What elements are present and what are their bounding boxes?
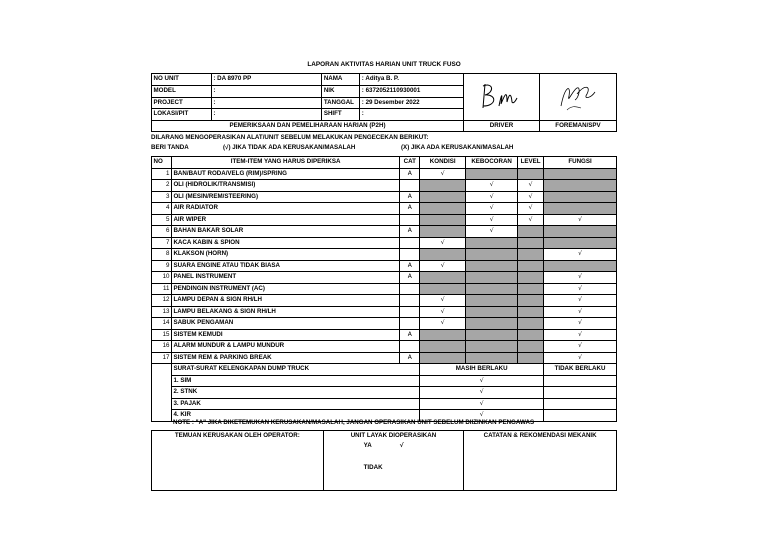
cell-kondisi: √ [420,168,466,180]
table-row [152,191,617,203]
cell-kondisi [420,272,466,284]
cell-cat: A [400,191,420,203]
model-value: : [211,86,321,98]
lokasi-label: LOKASI/PIT [152,109,212,121]
model-label: MODEL [152,86,212,98]
doc-masih-berlaku: √ [420,387,544,399]
cell-item: OLI (MESIN/REM/STEERING) [171,191,399,203]
doc-blank [152,375,172,387]
col-kondisi: KONDISI [420,157,466,169]
cell-cat [400,249,420,261]
cell-level: √ [518,214,544,226]
cell-no: 17 [152,352,172,364]
cell-no: 2 [152,180,172,192]
cell-no: 12 [152,295,172,307]
doc-masih-berlaku: √ [420,375,544,387]
cell-level [518,306,544,318]
footer-table [151,430,617,491]
cell-no: 7 [152,237,172,249]
cell-no: 3 [152,191,172,203]
cell-no: 4 [152,203,172,215]
doc-row [152,398,617,410]
foreman-label: FOREMAN/SPV [539,120,616,132]
ya-check-mark: √ [399,442,404,449]
cell-level [518,295,544,307]
cell-fungsi: √ [544,318,617,330]
cell-cat: A [400,168,420,180]
doc-blank [152,398,172,410]
table-row [152,226,617,238]
cell-level [518,260,544,272]
cell-kondisi: √ [420,318,466,330]
cell-kebocoran [466,249,518,261]
cell-kebocoran [466,295,518,307]
cell-kebocoran [466,306,518,318]
cell-kondisi [420,283,466,295]
cell-kebocoran [466,237,518,249]
cell-fungsi: √ [544,329,617,341]
cell-level [518,283,544,295]
doc-row [152,375,617,387]
cell-cat [400,214,420,226]
doc-masih-berlaku: √ [420,410,544,422]
driver-signature-box [463,74,539,121]
layak-label: UNIT LAYAK DIOPERASIKAN [350,432,437,439]
cell-item: PENDINGIN INSTRUMENT (AC) [171,283,399,295]
doc-item: 4. KIR [171,410,419,422]
warning-text: DILARANG MENGOPERASIKAN ALAT/UNIT SEBELUM MELAKUKAN PENGECEKAN BERIKUT: [151,134,429,141]
doc-item: 3. PAJAK [171,398,419,410]
doc-blank [152,410,172,422]
tidak-label: TIDAK [363,464,383,471]
cell-level [518,272,544,284]
cell-level: √ [518,203,544,215]
cell-cat [400,283,420,295]
cell-kebocoran [466,341,518,353]
cell-level [518,352,544,364]
col-fungsi: FUNGSI [544,157,617,169]
foreman-signature-icon [541,76,613,116]
cell-fungsi: √ [544,249,617,261]
catatan-box [464,431,617,491]
cell-fungsi: √ [544,272,617,284]
cell-kebocoran [466,168,518,180]
shift-value: : [360,109,464,121]
doc-tidak-berlaku [544,375,617,387]
legend-row [151,145,617,151]
cell-cat: A [400,329,420,341]
cell-fungsi: √ [544,214,617,226]
ya-label: YA [363,442,372,449]
cell-kondisi: √ [420,306,466,318]
cell-kebocoran [466,272,518,284]
cell-kebocoran [466,352,518,364]
cell-cat: A [400,203,420,215]
cell-kebocoran: √ [466,226,518,238]
col-kebocoran: KEBOCORAN [466,157,518,169]
cell-level [518,226,544,238]
docs-tidak-header: TIDAK BERLAKU [544,364,617,376]
cell-item: SISTEM REM & PARKING BREAK [171,352,399,364]
doc-row [152,387,617,399]
doc-tidak-berlaku [544,410,617,422]
cell-kondisi [420,214,466,226]
doc-item: 1. SIM [171,375,419,387]
cell-item: ALARM MUNDUR & LAMPU MUNDUR [171,341,399,353]
cell-fungsi [544,260,617,272]
cell-item: SUARA ENGINE ATAU TIDAK BIASA [171,260,399,272]
table-row [152,329,617,341]
table-row [152,203,617,215]
cell-no: 8 [152,249,172,261]
table-row [152,283,617,295]
cell-cat [400,180,420,192]
cell-cat [400,237,420,249]
tanggal-value: : 29 Desember 2022 [360,97,464,109]
cell-level [518,341,544,353]
no-unit-label: NO UNIT [152,74,212,86]
cell-kondisi [420,329,466,341]
cell-item: SABUK PENGAMAN [171,318,399,330]
cell-item: AIR RADIATOR [171,203,399,215]
cell-cat [400,318,420,330]
table-row [152,237,617,249]
cell-kondisi [420,226,466,238]
tanggal-label: TANGGAL [322,97,360,109]
docs-masih-header: MASIH BERLAKU [420,364,544,376]
project-label: PROJECT [152,97,212,109]
section-title: PEMERIKSAAN DAN PEMELIHARAAN HARIAN (P2H) [152,120,464,132]
nik-label: NIK [322,86,360,98]
driver-signature-icon [465,76,537,116]
cell-item: LAMPU BELAKANG & SIGN RH/LH [171,306,399,318]
driver-label: DRIVER [463,120,539,132]
table-row [152,214,617,226]
cell-cat [400,306,420,318]
layak-box [323,431,464,491]
nik-value: : 6372052110930001 [360,86,464,98]
temuan-label: TEMUAN KERUSAKAN OLEH OPERATOR: [174,432,300,439]
cell-cat: A [400,260,420,272]
table-row [152,352,617,364]
cell-fungsi: √ [544,352,617,364]
shift-label: SHIFT [322,109,360,121]
cell-kebocoran: √ [466,191,518,203]
nama-label: NAMA [322,74,360,86]
cell-item: KLAKSON (HORN) [171,249,399,261]
cell-no: 9 [152,260,172,272]
cell-fungsi [544,226,617,238]
table-row [152,249,617,261]
table-row [152,341,617,353]
col-item: ITEM-ITEM YANG HARUS DIPERIKSA [171,157,399,169]
cell-no: 10 [152,272,172,284]
doc-item: 2. STNK [171,387,419,399]
no-unit-value: : DA 8970 PP [211,74,321,86]
foreman-signature-box [539,74,616,121]
cell-no: 16 [152,341,172,353]
cell-no: 5 [152,214,172,226]
cell-item: BAHAN BAKAR SOLAR [171,226,399,238]
cell-level [518,237,544,249]
cell-no: 6 [152,226,172,238]
cell-item: SISTEM KEMUDI [171,329,399,341]
cell-no: 15 [152,329,172,341]
lokasi-value: : [211,109,321,121]
cell-kebocoran: √ [466,180,518,192]
col-no: NO [152,157,172,169]
doc-tidak-berlaku [544,398,617,410]
cell-fungsi [544,168,617,180]
cell-fungsi [544,191,617,203]
table-row [152,306,617,318]
table-row [152,295,617,307]
cell-no: 14 [152,318,172,330]
table-row [152,180,617,192]
table-row [152,272,617,284]
nama-value: : Aditya B. P. [360,74,464,86]
cell-fungsi: √ [544,295,617,307]
cell-kebocoran [466,329,518,341]
cell-kondisi [420,180,466,192]
table-row [152,168,617,180]
cell-fungsi [544,180,617,192]
cell-cat: A [400,352,420,364]
docs-blank [152,364,172,376]
cell-kondisi [420,341,466,353]
cell-level [518,318,544,330]
cell-fungsi: √ [544,283,617,295]
cell-cat [400,341,420,353]
cell-level: √ [518,191,544,203]
doc-masih-berlaku: √ [420,398,544,410]
cell-cat [400,295,420,307]
cell-kebocoran: √ [466,214,518,226]
cell-item: BAN/BAUT RODA/VELG (RIM)/SPRING [171,168,399,180]
cell-kebocoran: √ [466,203,518,215]
cell-level [518,329,544,341]
col-level: LEVEL [518,157,544,169]
cell-item: OLI (HIDROLIK/TRANSMISI) [171,180,399,192]
col-cat: CAT [400,157,420,169]
cell-fungsi [544,203,617,215]
project-value: : [211,97,321,109]
header-table [151,73,617,132]
cell-no: 11 [152,283,172,295]
cell-item: AIR WIPER [171,214,399,226]
table-row [152,318,617,330]
cell-cat: A [400,272,420,284]
cell-fungsi: √ [544,341,617,353]
note-text: NOTE : "A" JIKA DIKETEMUKAN KERUSAKAN/MASALAH, JANGAN OPERASIKAN UNIT SEBELUM DIIZINKAN PENGAWAS [173,419,535,426]
cell-kondisi [420,191,466,203]
cell-kondisi [420,249,466,261]
cell-item: LAMPU DEPAN & SIGN RH/LH [171,295,399,307]
cell-item: KACA KABIN & SPION [171,237,399,249]
doc-blank [152,387,172,399]
cell-kondisi: √ [420,237,466,249]
legend-bad: (X) JIKA ADA KERUSAKAN/MASALAH [401,144,514,151]
cell-no: 13 [152,306,172,318]
cell-level [518,168,544,180]
legend-ok: (√) JIKA TIDAK ADA KERUSAKAN/MASALAH [223,144,356,151]
doc-tidak-berlaku [544,387,617,399]
cell-kondisi [420,203,466,215]
cell-item: PANEL INSTRUMENT [171,272,399,284]
cell-fungsi: √ [544,306,617,318]
cell-cat: A [400,226,420,238]
cell-level: √ [518,180,544,192]
legend-beri-tanda: BERI TANDA [151,144,189,151]
form-title: LAPORAN AKTIVITAS HARIAN UNIT TRUCK FUSO [307,61,461,68]
cell-no: 1 [152,168,172,180]
cell-kondisi: √ [420,260,466,272]
docs-title: SURAT-SURAT KELENGKAPAN DUMP TRUCK [171,364,419,376]
cell-kondisi [420,352,466,364]
catatan-label: CATATAN & REKOMENDASI MEKANIK [483,432,597,439]
checklist-table [151,156,617,422]
cell-kebocoran [466,283,518,295]
cell-kebocoran [466,260,518,272]
cell-kebocoran [466,318,518,330]
cell-level [518,249,544,261]
cell-kondisi: √ [420,295,466,307]
cell-fungsi [544,237,617,249]
temuan-box [152,431,324,491]
table-row [152,260,617,272]
